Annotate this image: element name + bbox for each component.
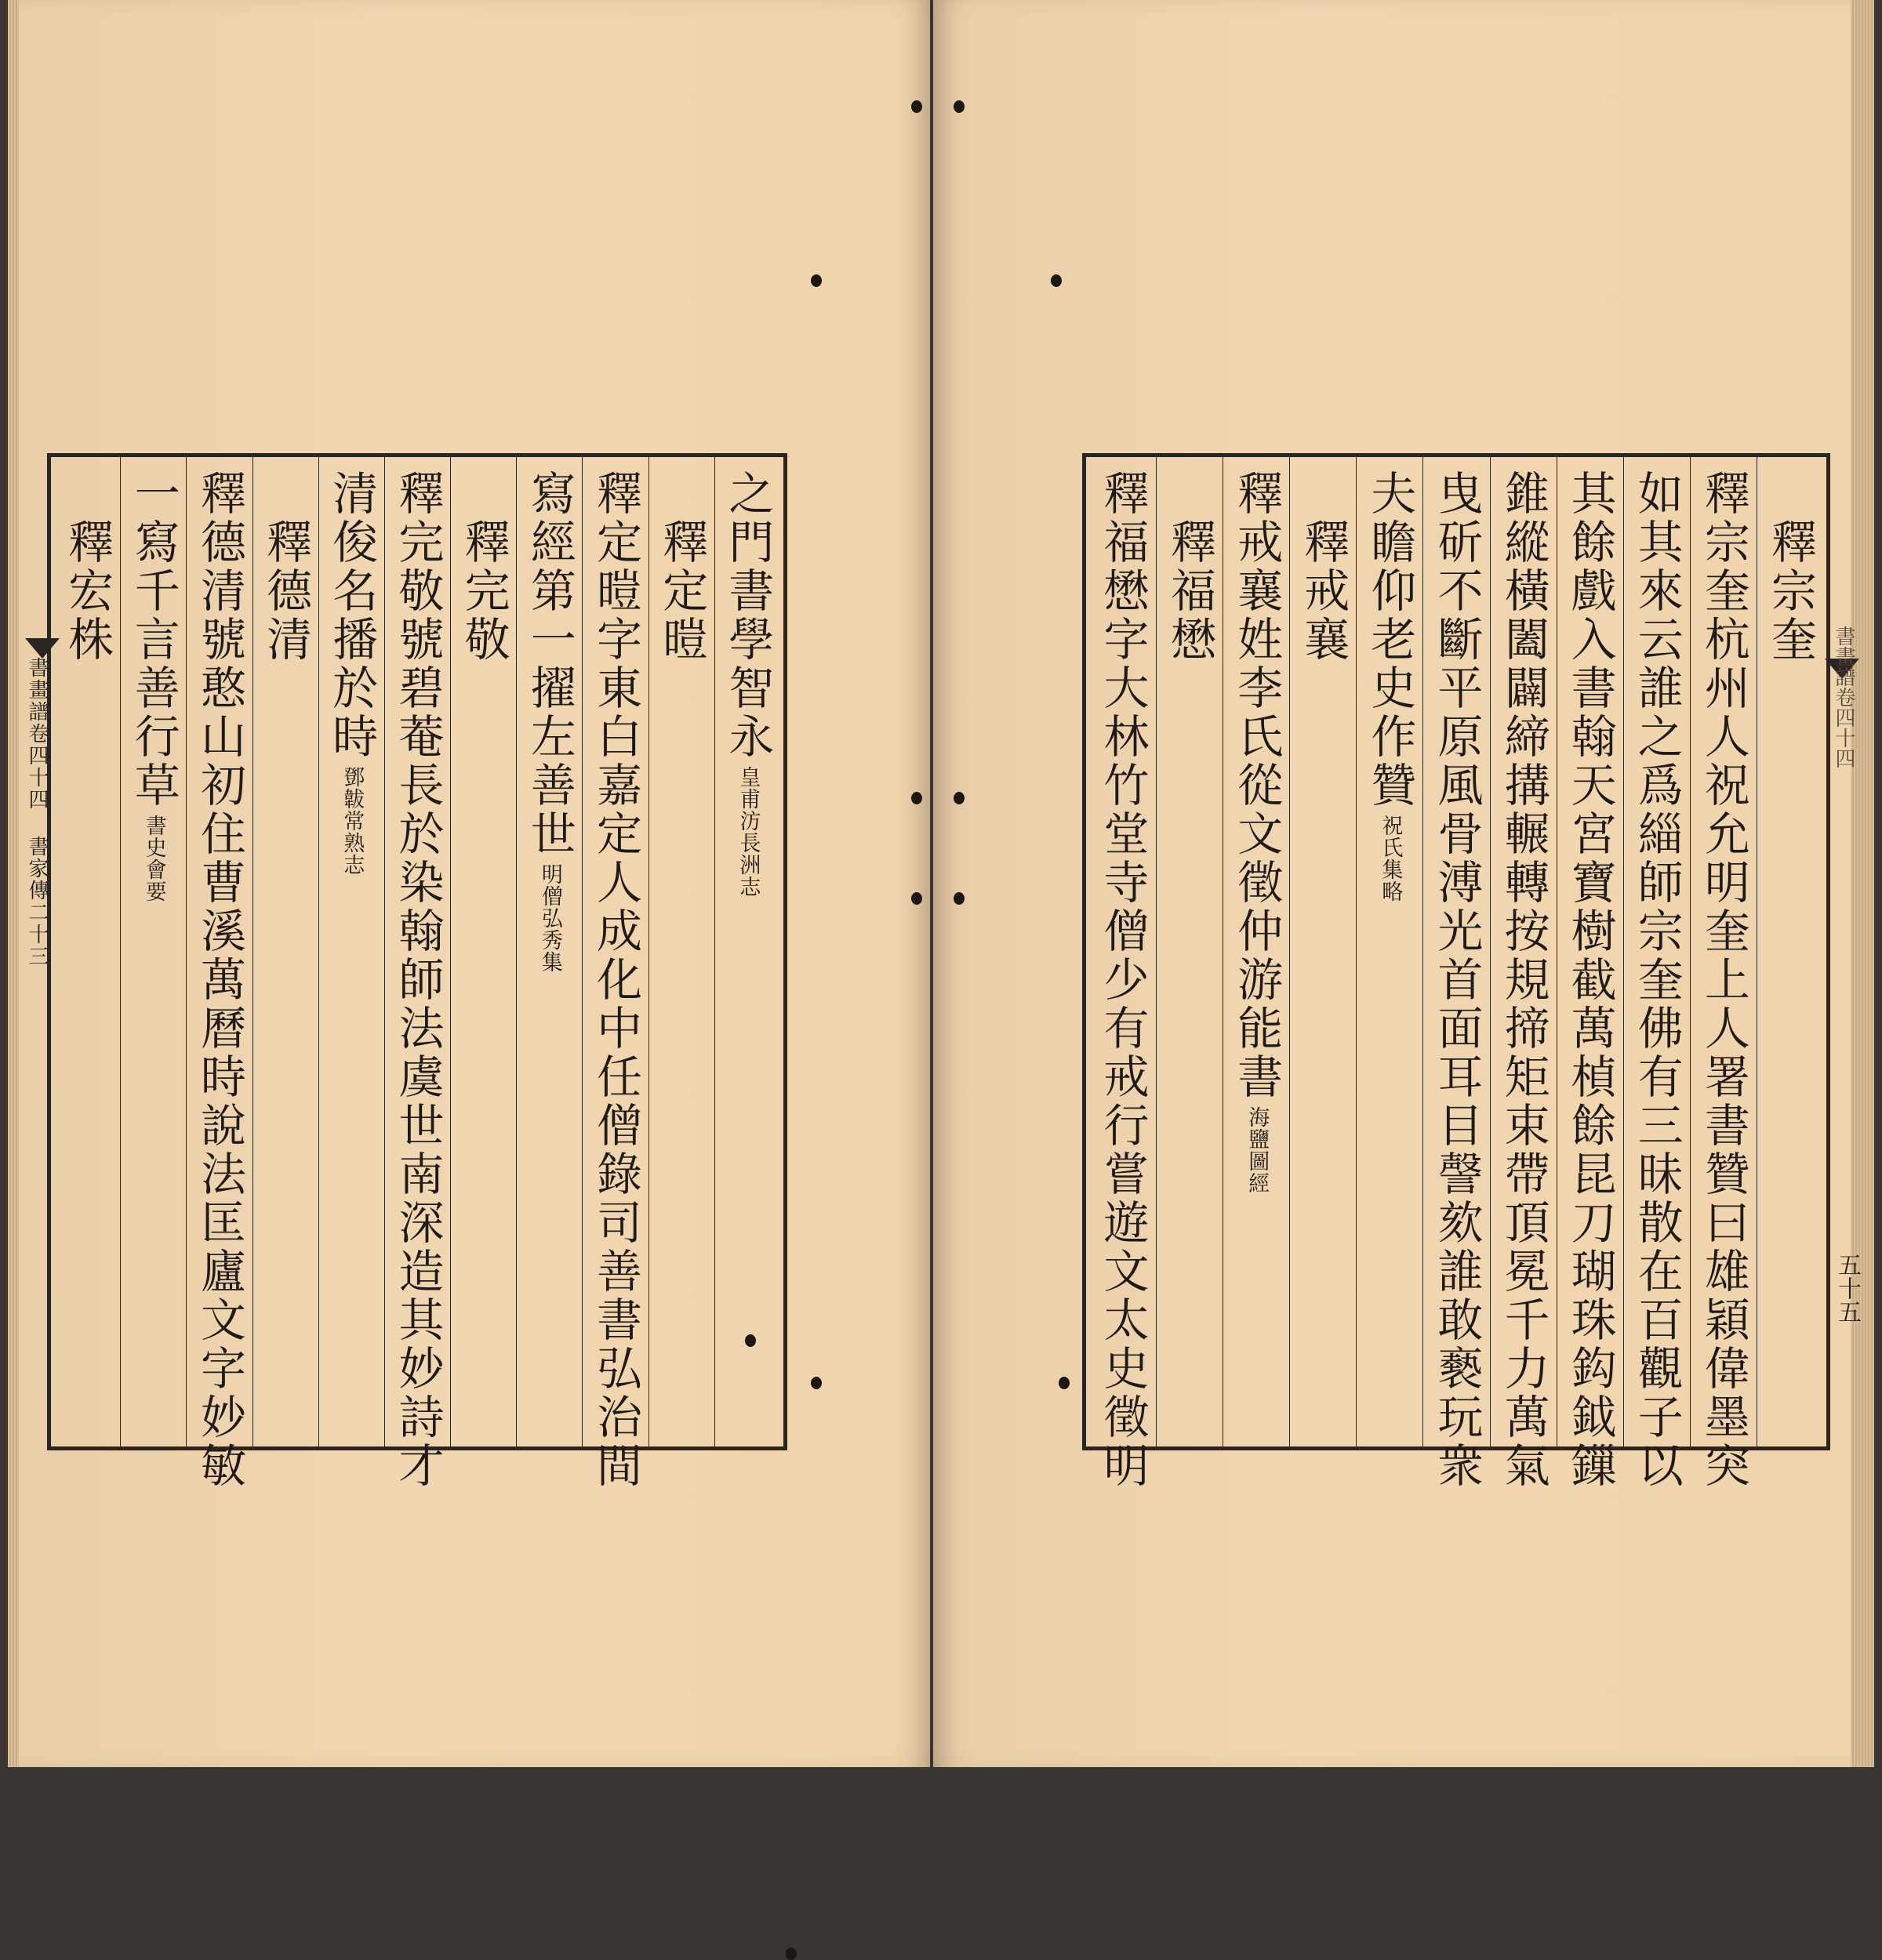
- column-text: [60, 470, 114, 664]
- column-main-text: 釋戒襄: [1296, 470, 1350, 664]
- text-column: [54, 457, 120, 1446]
- column-main-text: 釋完敬: [456, 470, 510, 664]
- column-text: [522, 470, 576, 973]
- column-text: [1496, 470, 1550, 1490]
- column-main-text: 寫經第一擢左善世: [522, 470, 576, 858]
- column-main-text: 釋戒襄姓李氏從文徵仲游能書: [1230, 470, 1284, 1102]
- source-note: 鄧韍常熟志: [340, 766, 365, 876]
- text-column: [1490, 457, 1557, 1490]
- column-text: [655, 470, 709, 664]
- column-main-text: 曳斫不斷平原風骨溥光首面耳目謦欬誰敢褻玩衆: [1430, 470, 1484, 1490]
- column-text: [1095, 470, 1150, 1490]
- text-column: [1156, 457, 1223, 1446]
- source-note: 皇甫汸長洲志: [736, 766, 761, 898]
- binding-hole: [911, 100, 922, 113]
- column-text: [1163, 470, 1217, 664]
- column-main-text: 釋福懋: [1163, 470, 1217, 664]
- column-main-text: 一寫千言善行草: [126, 470, 180, 810]
- text-column: [649, 457, 714, 1446]
- text-column: [1690, 457, 1757, 1490]
- left-text-frame: [47, 453, 787, 1490]
- text-column: [1623, 457, 1690, 1490]
- text-column: [450, 457, 516, 1446]
- column-text: [1363, 470, 1417, 902]
- text-column: [120, 457, 186, 1446]
- column-text: [1696, 470, 1750, 1490]
- left-page-edge: [8, 0, 19, 1767]
- binding-hole: [1051, 274, 1062, 287]
- source-note: 海鹽圖經: [1244, 1106, 1270, 1194]
- binding-hole: [954, 792, 965, 804]
- binding-hole: [911, 792, 922, 804]
- left-spine: [20, 453, 48, 1450]
- binding-hole: [811, 274, 822, 287]
- text-column: [582, 457, 648, 1490]
- column-text: [589, 470, 643, 1490]
- column-text: [456, 470, 510, 664]
- source-note: 書史會要: [141, 815, 166, 902]
- column-text: [259, 470, 313, 664]
- column-main-text: 釋宗奎杭州人祝允明奎上人署書贊曰雄穎偉墨突: [1696, 470, 1750, 1490]
- column-text: [126, 470, 180, 902]
- text-column: [1289, 457, 1356, 1446]
- column-main-text: 釋德清: [259, 470, 313, 664]
- column-text: [1629, 470, 1684, 1490]
- column-text: [325, 470, 379, 876]
- text-column: [186, 457, 252, 1490]
- column-main-text: 錐縱橫闔闢締搆輾轉按規揥矩束帶頂冕千力萬氣: [1496, 470, 1550, 1490]
- column-main-text: 夫瞻仰老史作贊: [1363, 470, 1417, 810]
- text-column: [714, 457, 780, 1446]
- leaf-number: 五十五: [1833, 1253, 1861, 1323]
- binding-hole: [745, 1334, 756, 1347]
- column-text: [391, 470, 445, 1490]
- column-main-text: 釋定暟: [655, 470, 709, 664]
- column-main-text: 釋完敬號碧菴長於染翰師法虞世南深造其妙詩才: [391, 470, 445, 1490]
- column-text: [1763, 470, 1817, 664]
- column-text: [721, 470, 775, 898]
- column-main-text: 釋德清號憨山初住曹溪萬曆時說法匡廬文字妙敏: [192, 470, 246, 1490]
- left-spine-text: 書畫譜卷四十四 書家傳二十三: [25, 657, 49, 967]
- column-main-text: 釋定暟字東白嘉定人成化中任僧錄司善書弘治間: [589, 470, 643, 1490]
- binding-hole: [954, 100, 965, 113]
- source-note: 祝氏集略: [1378, 815, 1403, 902]
- column-main-text: 之門書學智永: [721, 470, 775, 761]
- text-column: [1089, 457, 1156, 1490]
- text-column: [1557, 457, 1623, 1490]
- right-text-frame: [1082, 453, 1830, 1490]
- column-main-text: 釋宗奎: [1763, 470, 1817, 664]
- text-column: [1757, 457, 1823, 1446]
- right-spine: [1827, 453, 1861, 1450]
- text-column: [1356, 457, 1422, 1446]
- binding-hole: [811, 1377, 822, 1389]
- source-note: 明僧弘秀集: [537, 863, 562, 973]
- text-column: [516, 457, 582, 1446]
- binding-hole: [954, 892, 965, 905]
- text-column: [1422, 457, 1489, 1490]
- binding-hole: [1059, 1377, 1070, 1389]
- column-main-text: 其餘戲入書翰天宮寶樹截萬楨餘昆刀瑚珠鈎鉞鏁: [1563, 470, 1617, 1490]
- column-main-text: 清俊名播於時: [325, 470, 379, 761]
- column-text: [1230, 470, 1284, 1194]
- text-column: [318, 457, 384, 1446]
- binding-hole: [786, 1947, 797, 1960]
- column-text: [1296, 470, 1350, 664]
- text-column: [253, 457, 318, 1446]
- column-text: [192, 470, 246, 1490]
- right-spine-text: 書畫譜卷四十四: [1832, 626, 1855, 768]
- text-column: [384, 457, 450, 1490]
- binding-hole: [911, 892, 922, 905]
- text-column: [1223, 457, 1289, 1446]
- column-main-text: 如其來云誰之爲緇師宗奎佛有三昧散在百觀子以: [1629, 470, 1684, 1490]
- column-text: [1563, 470, 1617, 1490]
- column-main-text: 釋福懋字大林竹堂寺僧少有戒行嘗遊文太史徵明: [1095, 470, 1150, 1490]
- column-text: [1430, 470, 1484, 1490]
- column-main-text: 釋宏株: [60, 470, 114, 664]
